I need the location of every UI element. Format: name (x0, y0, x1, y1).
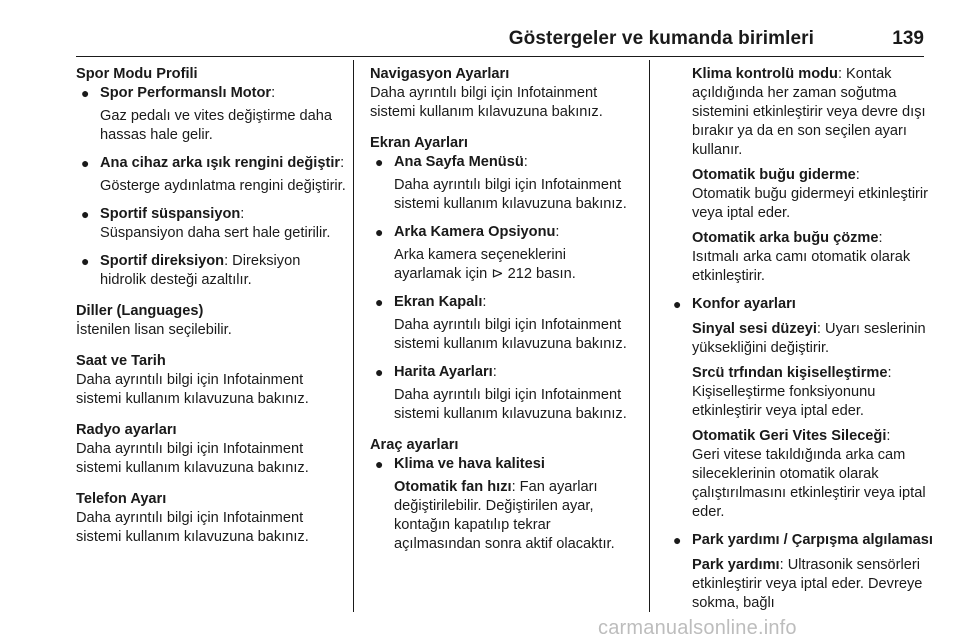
item-desc: Daha ayrıntılı bilgi için Infotainment sistemi kullanım kılavuzuna bakınız. (394, 317, 627, 352)
sub-label: Otomatik buğu giderme (692, 167, 856, 183)
section-heading: Saat ve Tarih (76, 353, 166, 369)
page-title: Göstergeler ve kumanda birimleri (508, 28, 814, 49)
item-label: Spor Performanslı Motor (100, 85, 272, 101)
list-item (76, 252, 346, 290)
item-label: Ekran Kapalı (394, 294, 483, 310)
section-text: Daha ayrıntılı bilgi için Infotainment sistemi kullanım kılavuzuna bakınız. (76, 441, 309, 476)
section-heading: Navigasyon Ayarları (370, 66, 510, 82)
sub-text: : Fan ayarları değiştirilebilir. Değiştirilen ayar, kontağın kapatılıp tekrar açılmasından sonra aktif olacaktır. (394, 479, 615, 552)
list-item (76, 84, 346, 145)
list-item (370, 293, 635, 354)
page-reference-arrow-icon: ⊳ (491, 266, 504, 282)
colon: : (887, 365, 892, 381)
sub-label: Sinyal sesi düzeyi (692, 321, 817, 337)
item-label: Harita Ayarları (394, 364, 493, 380)
bullet-icon: ● (81, 206, 90, 222)
section-clock (76, 352, 346, 409)
item-suffix: : (492, 364, 497, 380)
column-1 (76, 65, 346, 559)
bullet-icon: ● (375, 224, 384, 240)
bullet-icon: ● (375, 154, 384, 170)
item-desc-pre: Arka kamera seçeneklerini ayarlamak için (394, 247, 566, 282)
sub-text: : Kontak açıldığında her zaman soğutma sistemini etkinleştirir veya devre dışı bırakır ya da en son seçilen ayarı kullanır. (692, 66, 926, 158)
section-vehicle (370, 436, 635, 554)
colon: : (878, 230, 883, 246)
section-sport-mode (76, 65, 346, 290)
section-languages (76, 302, 346, 340)
column-divider-1 (353, 60, 354, 612)
section-screen (370, 134, 635, 424)
item-desc: Gaz pedalı ve vites değiştirme daha hassas hale gelir. (100, 108, 333, 143)
section-phone (76, 490, 346, 547)
colon: : (855, 167, 860, 183)
section-text: Daha ayrıntılı bilgi için Infotainment sistemi kullanım kılavuzuna bakınız. (76, 372, 309, 407)
item-desc: Daha ayrıntılı bilgi için Infotainment sistemi kullanım kılavuzuna bakınız. (394, 177, 627, 212)
list-item (668, 295, 938, 522)
sub-label: Klima kontrolü modu (692, 66, 838, 82)
header-rule (76, 56, 924, 57)
entry-park (692, 556, 938, 613)
list-item (370, 153, 635, 214)
sub-text: Geri vitese takıldığında arka cam sileceklerinin otomatik olarak çalıştırılmasını etkinleştirir veya iptal eder. (692, 447, 926, 520)
item-label: Sportif direksiyon (100, 253, 225, 269)
section-heading: Radyo ayarları (76, 422, 177, 438)
sub-text: Otomatik buğu gidermeyi etkinleştirir veya iptal eder. (692, 186, 929, 221)
sub-text: : Ultrasonik sensörleri etkinleştirir veya iptal eder. Devreye sokma, bağlı (692, 557, 923, 611)
page-header (76, 26, 924, 56)
item-label: Klima ve hava kalitesi (394, 456, 545, 472)
list-item (668, 531, 938, 613)
section-heading: Diller (Languages) (76, 303, 204, 319)
sub-label: Park yardımı (692, 557, 780, 573)
sub-label: Otomatik Geri Vites Sileceği (692, 428, 887, 444)
section-navigation (370, 65, 635, 122)
list-item (370, 363, 635, 424)
item-suffix: : (240, 206, 245, 222)
item-desc: Daha ayrıntılı bilgi için Infotainment sistemi kullanım kılavuzuna bakınız. (394, 387, 627, 422)
section-heading: Spor Modu Profili (76, 66, 198, 82)
bullet-icon: ● (673, 296, 682, 312)
entry-rear-defog (692, 229, 938, 286)
item-desc (394, 246, 635, 284)
section-text: Daha ayrıntılı bilgi için Infotainment sistemi kullanım kılavuzuna bakınız. (370, 85, 603, 120)
entry-reverse (692, 427, 938, 522)
page-number: 139 (892, 28, 924, 49)
item-suffix: : (555, 224, 560, 240)
bullet-icon: ● (81, 155, 90, 171)
item-label: Park yardımı / Çarpışma algılaması (692, 532, 933, 548)
item-desc-post: 212 basın. (503, 266, 576, 282)
list-item (76, 205, 346, 243)
item-suffix: : (523, 154, 528, 170)
sub-text: Isıtmalı arka camı otomatik olarak etkinleştirir. (692, 249, 911, 284)
sub-label: Srcü trfından kişiselleştirme (692, 365, 888, 381)
column-3 (668, 65, 938, 622)
sub-text: Kişiselleştirme fonksiyonunu etkinleştirir veya iptal eder. (692, 384, 876, 419)
bullet-icon: ● (81, 253, 90, 269)
list-item (76, 154, 346, 196)
item-suffix: : (340, 155, 345, 171)
item-label: Ana cihaz arka ışık rengini değiştir (100, 155, 341, 171)
item-suffix: : (482, 294, 487, 310)
entry-defog (692, 166, 938, 223)
continued-entries (668, 65, 938, 286)
entry-chime (692, 320, 938, 358)
watermark: carmanualsonline.info (598, 617, 797, 639)
item-label: Sportif süspansiyon (100, 206, 241, 222)
entry-climate (692, 65, 938, 160)
entry-driver (692, 364, 938, 421)
section-heading: Ekran Ayarları (370, 135, 468, 151)
bullet-icon: ● (375, 294, 384, 310)
section-text: Daha ayrıntılı bilgi için Infotainment sistemi kullanım kılavuzuna bakınız. (76, 510, 309, 545)
item-desc (394, 478, 635, 554)
bullet-icon: ● (673, 532, 682, 548)
section-heading: Araç ayarları (370, 437, 459, 453)
column-divider-2 (649, 60, 650, 612)
item-label: Arka Kamera Opsiyonu (394, 224, 556, 240)
list-item (370, 455, 635, 554)
sub-text: : Uyarı seslerinin yüksekliğini değiştirir. (692, 321, 926, 356)
section-heading: Telefon Ayarı (76, 491, 167, 507)
item-label: Konfor ayarları (692, 296, 796, 312)
sub-label: Otomatik fan hızı (394, 479, 512, 495)
list-item (370, 223, 635, 284)
item-desc: Süspansiyon daha sert hale getirilir. (100, 225, 331, 241)
bullet-icon: ● (375, 456, 384, 472)
sub-label: Otomatik arka buğu çözme (692, 230, 879, 246)
item-suffix: : (271, 85, 276, 101)
bullet-icon: ● (375, 364, 384, 380)
colon: : (886, 428, 891, 444)
item-desc: Gösterge aydınlatma rengini değiştirir. (100, 178, 346, 194)
section-text: İstenilen lisan seçilebilir. (76, 322, 232, 338)
column-2 (370, 65, 635, 566)
bullet-icon: ● (81, 85, 90, 101)
section-radio (76, 421, 346, 478)
item-suffix: : Direksiyon hidrolik desteği azaltılır. (100, 253, 301, 288)
item-label: Ana Sayfa Menüsü (394, 154, 524, 170)
